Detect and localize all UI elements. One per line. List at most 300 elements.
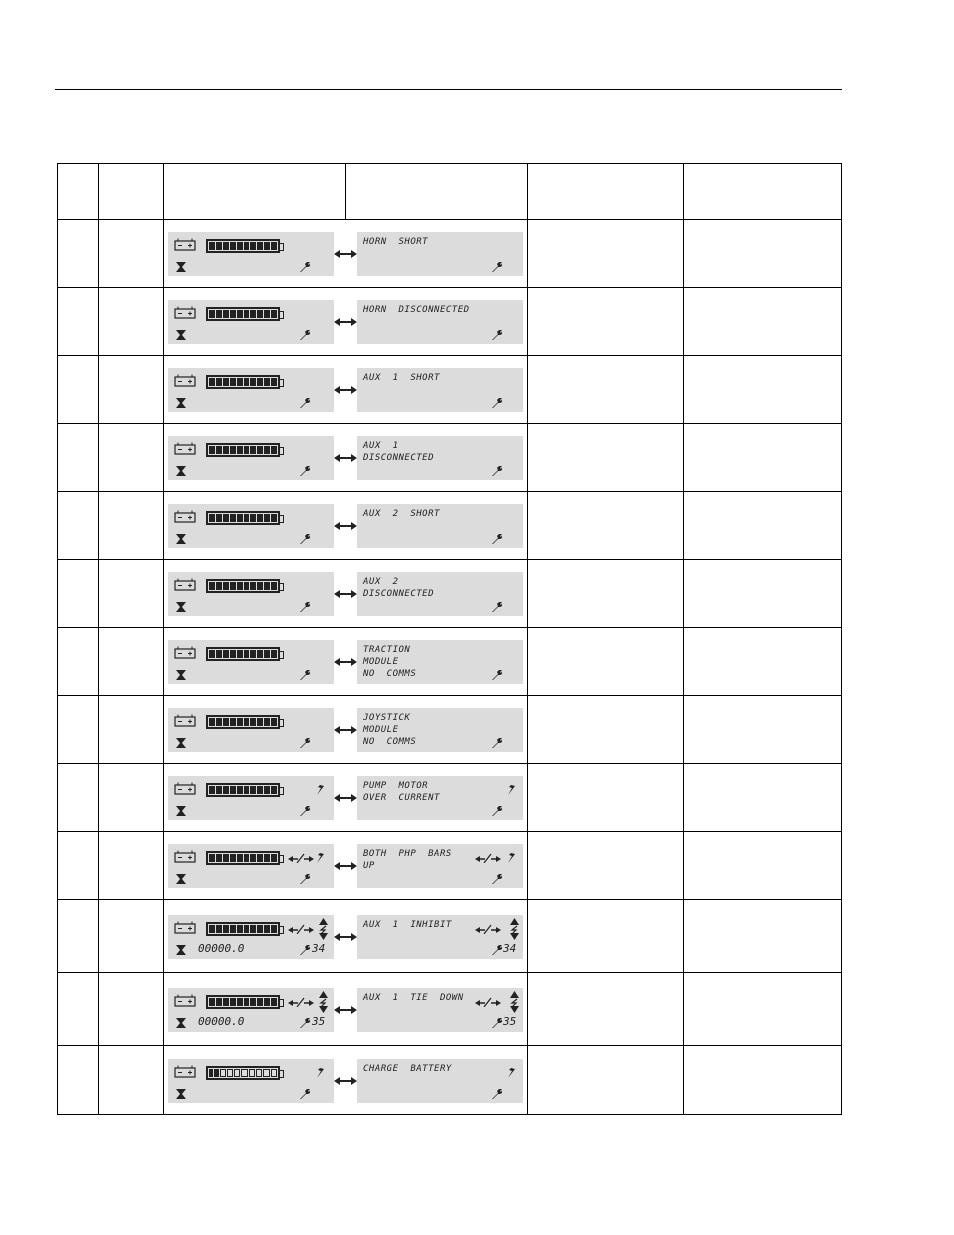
gauge-segment (257, 514, 263, 522)
wrench-icon (491, 669, 503, 681)
table-cell (528, 628, 684, 696)
forward-reverse-icon (475, 924, 501, 934)
table-cell (58, 832, 99, 900)
gauge-segment (223, 925, 229, 933)
gauge-segment (271, 582, 277, 590)
table-row (58, 764, 842, 832)
table-row (58, 288, 842, 356)
fault-message-text: PUMP MOTOR OVER CURRENT (363, 781, 440, 803)
double-arrow-icon (334, 250, 357, 258)
fault-message-lcd (357, 776, 523, 820)
home-screen-lcd (168, 368, 334, 412)
header-cell (528, 164, 684, 220)
home-screen-lcd (168, 504, 334, 548)
battery-icon (174, 510, 196, 523)
battery-gauge (206, 579, 280, 593)
gauge-segment (244, 310, 250, 318)
hourglass-icon (176, 806, 186, 816)
gauge-segment (230, 650, 236, 658)
gauge-segment (216, 786, 222, 794)
gauge-segment (230, 854, 236, 862)
wrench-icon (491, 397, 503, 409)
display-cell (164, 220, 528, 288)
table-cell (58, 220, 99, 288)
battery-icon (174, 374, 196, 387)
double-arrow-icon (334, 794, 357, 802)
gauge-segment (223, 378, 229, 386)
gauge-segment (237, 514, 243, 522)
gauge-segment (223, 718, 229, 726)
double-arrow-icon (334, 386, 357, 394)
gauge-segment (250, 786, 256, 794)
lightning-icon (507, 1062, 518, 1078)
table-cell (99, 288, 164, 356)
display-cell (164, 900, 528, 973)
gauge-segment (209, 582, 215, 590)
wrench-icon (299, 329, 311, 341)
table-cell (58, 356, 99, 424)
gauge-segment (271, 310, 277, 318)
table-cell (528, 492, 684, 560)
table-cell (99, 560, 164, 628)
gauge-segment (237, 786, 243, 794)
battery-gauge (206, 239, 280, 253)
gauge-segment (230, 242, 236, 250)
table-cell (528, 900, 684, 973)
lightning-icon (316, 779, 327, 795)
gauge-segment (209, 1069, 213, 1077)
header-cell (684, 164, 842, 220)
table-row (58, 973, 842, 1046)
table-row (58, 424, 842, 492)
gauge-segment (257, 718, 263, 726)
table-row (58, 1046, 842, 1115)
gauge-segment (264, 925, 270, 933)
gauge-segment (230, 925, 236, 933)
gauge-segment (264, 446, 270, 454)
battery-gauge (206, 511, 280, 525)
table-cell (684, 696, 842, 764)
table-cell (58, 764, 99, 832)
gauge-segment (230, 718, 236, 726)
gauge-segment (264, 582, 270, 590)
fault-message-text: AUX 1 INHIBIT (363, 920, 452, 930)
hourglass-icon (176, 1089, 186, 1099)
gauge-segment (271, 998, 277, 1006)
table-cell (684, 628, 842, 696)
table-cell (528, 832, 684, 900)
gauge-segment (264, 998, 270, 1006)
home-screen-lcd (168, 915, 334, 959)
fault-message-text: BOTH PHP BARS UP (363, 849, 452, 871)
wrench-icon (491, 1017, 503, 1029)
table-cell (528, 356, 684, 424)
hourglass-icon (176, 602, 186, 612)
gauge-segment (249, 1069, 255, 1077)
lightning-icon (316, 1062, 327, 1078)
gauge-tip (280, 651, 284, 659)
gauge-tip (280, 583, 284, 591)
battery-icon (174, 646, 196, 659)
gauge-segment (237, 582, 243, 590)
home-screen-lcd (168, 708, 334, 752)
gauge-segment (271, 854, 277, 862)
home-screen-lcd (168, 776, 334, 820)
gauge-tip (280, 926, 284, 934)
gauge-segment (271, 514, 277, 522)
wrench-icon (299, 1017, 311, 1029)
gauge-tip (280, 1070, 284, 1078)
gauge-segment (227, 1069, 233, 1077)
gauge-segment (216, 718, 222, 726)
gauge-segment (209, 650, 215, 658)
lightning-icon (507, 847, 518, 863)
double-arrow-icon (334, 1077, 357, 1085)
wrench-icon (299, 533, 311, 545)
wrench-icon (491, 1088, 503, 1100)
hour-meter-readout: 00000.0 (198, 942, 245, 955)
gauge-segment (230, 310, 236, 318)
gauge-segment (216, 378, 222, 386)
fault-message-lcd (357, 572, 523, 616)
fault-message-lcd (357, 640, 523, 684)
gauge-segment (223, 514, 229, 522)
wrench-icon (491, 465, 503, 477)
gauge-segment (271, 378, 277, 386)
fault-message-lcd (357, 708, 523, 752)
hourglass-icon (176, 466, 186, 476)
battery-icon (174, 578, 196, 591)
table-cell (99, 492, 164, 560)
battery-icon (174, 442, 196, 455)
gauge-segment (244, 514, 250, 522)
fault-code: 34 (503, 942, 517, 955)
gauge-segment (250, 925, 256, 933)
hourglass-icon (176, 670, 186, 680)
gauge-segment (241, 1069, 247, 1077)
gauge-segment (209, 514, 215, 522)
table-cell (684, 220, 842, 288)
fault-message-text: AUX 1 TIE DOWN (363, 993, 464, 1003)
gauge-segment (209, 242, 215, 250)
fault-code: 34 (312, 942, 326, 955)
gauge-segment (237, 378, 243, 386)
up-down-icon (509, 991, 520, 1013)
wrench-icon (299, 805, 311, 817)
gauge-segment (271, 786, 277, 794)
forward-reverse-icon (288, 924, 314, 934)
wrench-icon (299, 465, 311, 477)
gauge-tip (280, 855, 284, 863)
gauge-segment (257, 242, 263, 250)
display-cell (164, 832, 528, 900)
up-down-icon (318, 991, 329, 1013)
battery-gauge (206, 783, 280, 797)
gauge-segment (216, 854, 222, 862)
gauge-segment (209, 310, 215, 318)
gauge-segment (209, 446, 215, 454)
up-down-icon (318, 918, 329, 940)
gauge-segment (223, 786, 229, 794)
forward-reverse-icon (288, 997, 314, 1007)
battery-gauge (206, 922, 280, 936)
table-cell (99, 900, 164, 973)
double-arrow-icon (334, 454, 357, 462)
home-screen-lcd (168, 1059, 334, 1103)
table-cell (58, 288, 99, 356)
battery-gauge (206, 647, 280, 661)
battery-icon (174, 850, 196, 863)
hourglass-icon (176, 874, 186, 884)
table-row (58, 560, 842, 628)
hourglass-icon (176, 262, 186, 272)
forward-reverse-icon (288, 853, 314, 863)
gauge-segment (209, 925, 215, 933)
battery-icon (174, 782, 196, 795)
fault-message-text: TRACTION MODULE NO COMMS (363, 645, 417, 679)
table-cell (528, 560, 684, 628)
table-cell (99, 696, 164, 764)
wrench-icon (491, 533, 503, 545)
gauge-segment (209, 718, 215, 726)
battery-icon (174, 994, 196, 1007)
fault-message-text: AUX 2 DISCONNECTED (363, 577, 435, 599)
lightning-icon (507, 779, 518, 795)
wrench-icon (299, 873, 311, 885)
gauge-segment (250, 310, 256, 318)
fault-message-text: AUX 1 SHORT (363, 373, 440, 383)
table-cell (99, 1046, 164, 1115)
fault-message-lcd (357, 915, 523, 959)
table-cell (58, 628, 99, 696)
table-cell (684, 973, 842, 1046)
forward-reverse-icon (475, 853, 501, 863)
gauge-segment (216, 650, 222, 658)
gauge-segment (264, 378, 270, 386)
hourglass-icon (176, 330, 186, 340)
table-cell (528, 220, 684, 288)
double-arrow-icon (334, 933, 357, 941)
gauge-segment (264, 242, 270, 250)
gauge-segment (237, 650, 243, 658)
gauge-segment (223, 582, 229, 590)
gauge-segment (230, 582, 236, 590)
table-row (58, 628, 842, 696)
table-cell (684, 1046, 842, 1115)
table-cell (684, 288, 842, 356)
fault-message-text: HORN DISCONNECTED (363, 305, 470, 315)
fault-message-text: JOYSTICK MODULE NO COMMS (363, 713, 417, 747)
gauge-segment (216, 242, 222, 250)
wrench-icon (491, 944, 503, 956)
table-cell (58, 696, 99, 764)
wrench-icon (491, 737, 503, 749)
table-cell (58, 1046, 99, 1115)
display-cell (164, 560, 528, 628)
display-cell (164, 696, 528, 764)
fault-message-lcd (357, 844, 523, 888)
display-cell (164, 973, 528, 1046)
table-cell (684, 560, 842, 628)
gauge-segment (264, 650, 270, 658)
hourglass-icon (176, 534, 186, 544)
table-cell (528, 288, 684, 356)
fault-code: 35 (503, 1015, 517, 1028)
double-arrow-icon (334, 862, 357, 870)
header-rule (55, 89, 842, 90)
gauge-segment (230, 514, 236, 522)
table-header-row (58, 164, 842, 220)
battery-icon (174, 238, 196, 251)
fault-message-text: AUX 1 DISCONNECTED (363, 441, 435, 463)
gauge-tip (280, 447, 284, 455)
gauge-segment (244, 854, 250, 862)
gauge-segment (250, 650, 256, 658)
home-screen-lcd (168, 572, 334, 616)
gauge-segment (244, 242, 250, 250)
gauge-segment (271, 650, 277, 658)
table-row (58, 696, 842, 764)
header-cell (58, 164, 99, 220)
gauge-segment (237, 446, 243, 454)
gauge-segment (223, 854, 229, 862)
gauge-segment (257, 650, 263, 658)
fault-message-text: HORN SHORT (363, 237, 429, 247)
gauge-segment (264, 310, 270, 318)
gauge-segment (271, 925, 277, 933)
header-cell (164, 164, 346, 220)
wrench-icon (299, 737, 311, 749)
gauge-segment (216, 310, 222, 318)
gauge-segment (271, 242, 277, 250)
gauge-segment (230, 378, 236, 386)
table-cell (99, 764, 164, 832)
display-cell (164, 628, 528, 696)
battery-gauge (206, 375, 280, 389)
fault-message-lcd (357, 504, 523, 548)
table-row (58, 900, 842, 973)
wrench-icon (491, 261, 503, 273)
wrench-icon (491, 873, 503, 885)
gauge-tip (280, 999, 284, 1007)
gauge-tip (280, 379, 284, 387)
gauge-segment (244, 446, 250, 454)
gauge-segment (223, 242, 229, 250)
gauge-segment (244, 786, 250, 794)
wrench-icon (299, 1088, 311, 1100)
gauge-segment (250, 582, 256, 590)
fault-message-text: CHARGE BATTERY (363, 1064, 452, 1074)
home-screen-lcd (168, 844, 334, 888)
table-cell (528, 764, 684, 832)
wrench-icon (491, 805, 503, 817)
table-row (58, 492, 842, 560)
gauge-segment (244, 582, 250, 590)
double-arrow-icon (334, 318, 357, 326)
gauge-segment (216, 446, 222, 454)
table-cell (684, 356, 842, 424)
table-row (58, 220, 842, 288)
display-cell (164, 492, 528, 560)
gauge-segment (216, 514, 222, 522)
table-cell (58, 492, 99, 560)
battery-gauge (206, 995, 280, 1009)
double-arrow-icon (334, 1006, 357, 1014)
gauge-tip (280, 787, 284, 795)
display-cell (164, 1046, 528, 1115)
gauge-segment (237, 998, 243, 1006)
gauge-segment (244, 650, 250, 658)
gauge-segment (257, 998, 263, 1006)
gauge-segment (209, 378, 215, 386)
gauge-segment (237, 854, 243, 862)
table-cell (684, 492, 842, 560)
gauge-segment (264, 718, 270, 726)
table-cell (684, 764, 842, 832)
battery-icon (174, 1065, 196, 1078)
battery-icon (174, 714, 196, 727)
gauge-segment (237, 718, 243, 726)
double-arrow-icon (334, 522, 357, 530)
gauge-segment (250, 378, 256, 386)
fault-message-lcd (357, 232, 523, 276)
fault-message-lcd (357, 436, 523, 480)
header-cell (346, 164, 528, 220)
gauge-segment (223, 998, 229, 1006)
table-cell (58, 560, 99, 628)
hourglass-icon (176, 398, 186, 408)
battery-gauge (206, 851, 280, 865)
gauge-segment (216, 925, 222, 933)
double-arrow-icon (334, 658, 357, 666)
gauge-segment (256, 1069, 262, 1077)
table-cell (58, 424, 99, 492)
gauge-segment (250, 242, 256, 250)
table-cell (99, 356, 164, 424)
gauge-segment (257, 786, 263, 794)
gauge-segment (234, 1069, 240, 1077)
wrench-icon (299, 261, 311, 273)
lightning-icon (316, 847, 327, 863)
gauge-segment (271, 446, 277, 454)
header-cell (99, 164, 164, 220)
gauge-segment (223, 650, 229, 658)
table-cell (99, 628, 164, 696)
gauge-segment (257, 310, 263, 318)
gauge-tip (280, 243, 284, 251)
table-cell (528, 1046, 684, 1115)
gauge-segment (209, 854, 215, 862)
hourglass-icon (176, 945, 186, 955)
gauge-tip (280, 515, 284, 523)
gauge-segment (223, 446, 229, 454)
gauge-segment (250, 854, 256, 862)
hourglass-icon (176, 1018, 186, 1028)
display-cell (164, 424, 528, 492)
double-arrow-icon (334, 590, 357, 598)
gauge-segment (257, 446, 263, 454)
battery-gauge (206, 307, 280, 321)
wrench-icon (491, 329, 503, 341)
gauge-segment (263, 1069, 269, 1077)
up-down-icon (509, 918, 520, 940)
gauge-segment (271, 1069, 277, 1077)
gauge-segment (223, 310, 229, 318)
gauge-segment (257, 854, 263, 862)
gauge-segment (230, 998, 236, 1006)
gauge-segment (237, 925, 243, 933)
table-row (58, 356, 842, 424)
